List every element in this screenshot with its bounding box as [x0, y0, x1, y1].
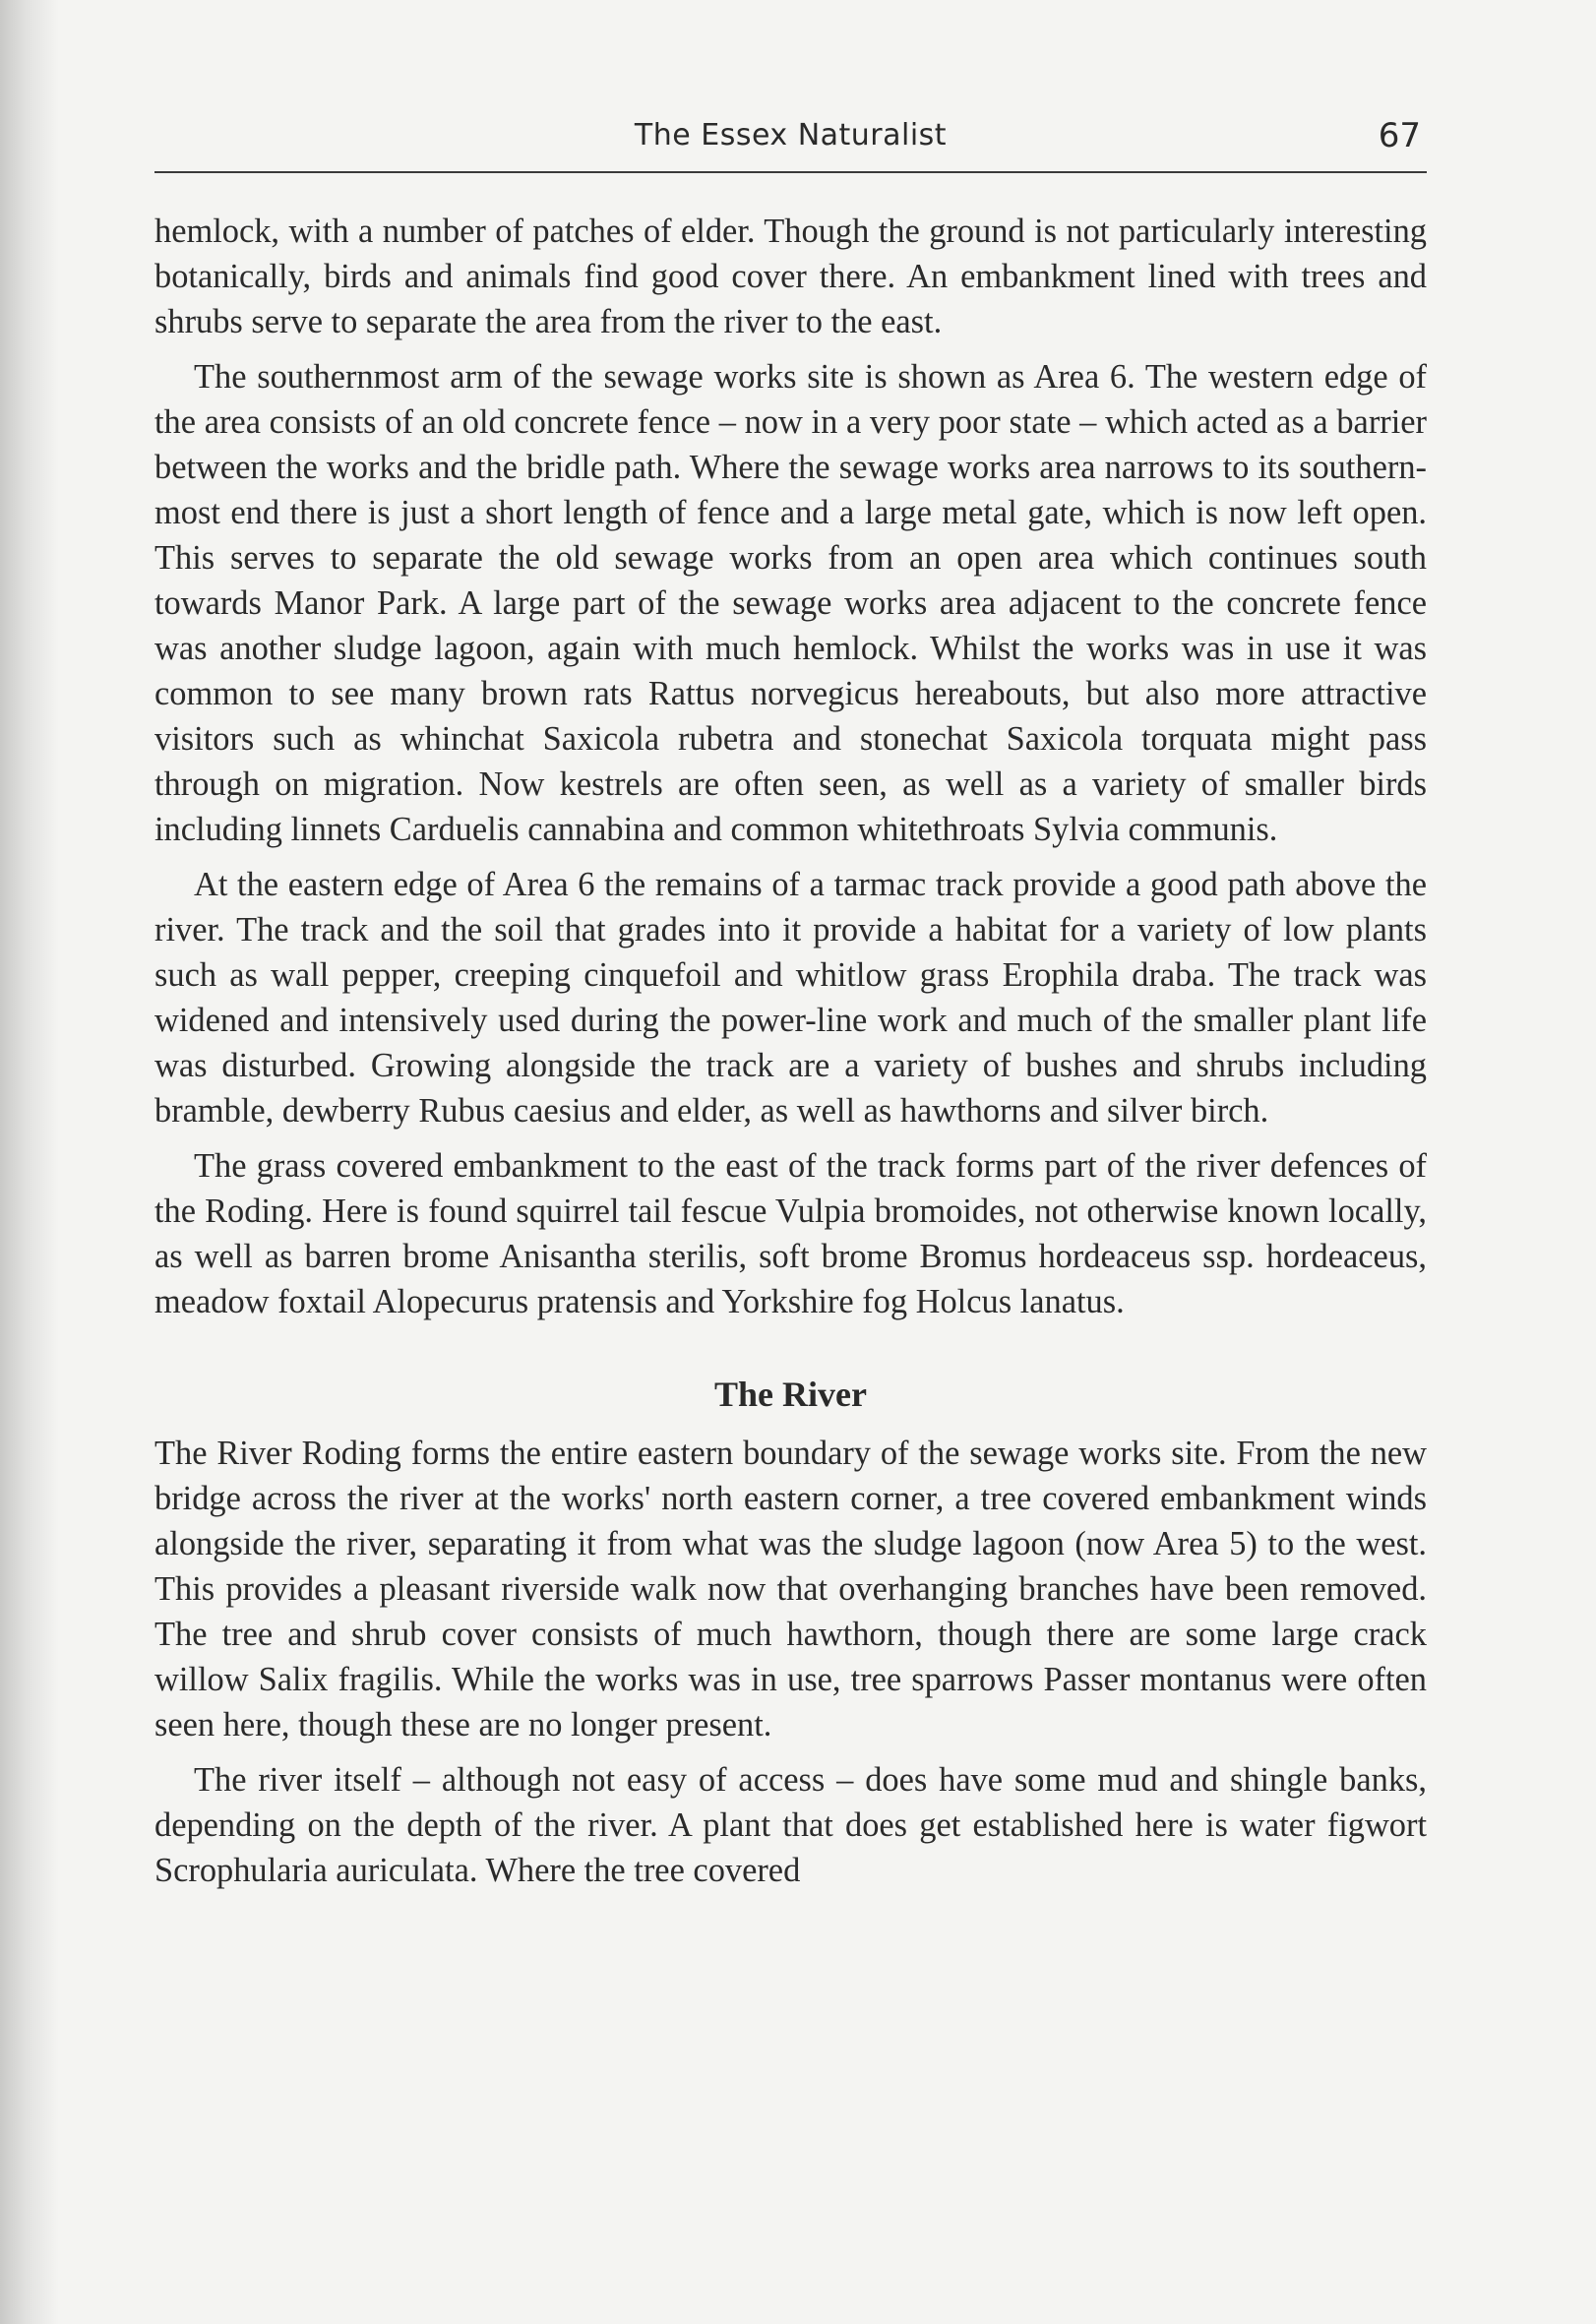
article-body: [154, 209, 1427, 1903]
paragraph: hemlock, with a number of patches of elder. Though the ground is not particularly interesting botanically, birds and animals find good cover there. An embankment lined with trees and shrubs serve to separate the area from the river to the east.: [154, 213, 1427, 340]
journal-title: The Essex Naturalist: [634, 118, 948, 153]
running-header: [154, 116, 1427, 173]
paragraph: The River Roding forms the entire eastern boundary of the sewage works site. From the new bridge across the river at the works' north eastern corner, a tree covered embankment winds alongside the river, separating it from what was the sludge lagoon (now Area 5) to the west. This provides a pleasant riverside walk now that overhanging branches have been removed. The tree and shrub cover consists of much hawthorn, though there are some large crack willow Salix fragilis. While the works was in use, tree sparrows Passer montanus were often seen here, though these are no longer present.: [154, 1435, 1427, 1743]
book-page: [154, 0, 1427, 2324]
paragraph: At the eastern edge of Area 6 the remains of a tarmac track provide a good path above the river. The track and the soil that grades into it provide a habitat for a variety of low plants such as wall pepper, creeping cinquefoil and whitlow grass Erophila draba. The track was widened and intensively used during the power-line work and much of the smaller plant life was disturbed. Growing alongside the track are a variety of bushes and shrubs including bramble, dewberry Rubus caesius and elder, as well as hawthorns and silver birch.: [154, 866, 1427, 1130]
paragraph: The grass covered embankment to the east of the track forms part of the river defences of the Roding. Here is found squirrel tail fescue Vulpia bromoides, not otherwise known locally, as well as barren brome Anisantha sterilis, soft brome Bromus hordeaceus ssp. hordeaceus, meadow foxtail Alopecurus pratensis and Yorkshire fog Holcus lanatus.: [154, 1147, 1427, 1320]
page-number: 67: [1378, 116, 1421, 155]
binding-shadow: [0, 0, 59, 2324]
paragraph: The river itself – although not easy of access – does have some mud and shingle banks, depending on the depth of the river. A plant that does get established here is water figwort Scrophularia auriculata. Where the tree covered: [154, 1761, 1427, 1889]
paragraph: The southernmost arm of the sewage works site is shown as Area 6. The western edge of the area consists of an old concrete fence – now in a very poor state – which acted as a barrier between the works and the bridle path. Where the sewage works area narrows to its southern-most end there is just a short length of fence and a large metal gate, which is now left open. This serves to separate the old sewage works from an open area which continues south towards Manor Park. A large part of the sewage works area adjacent to the concrete fence was another sludge lagoon, again with much hemlock. Whilst the works was in use it was common to see many brown rats Rattus norvegicus hereabouts, but also more attractive visitors such as whinchat Saxicola rubetra and stonechat Saxicola torquata might pass through on migration. Now kestrels are often seen, as well as a variety of smaller birds including linnets Carduelis cannabina and common whitethroats Sylvia communis.: [154, 358, 1427, 848]
section-heading: The River: [714, 1375, 867, 1414]
